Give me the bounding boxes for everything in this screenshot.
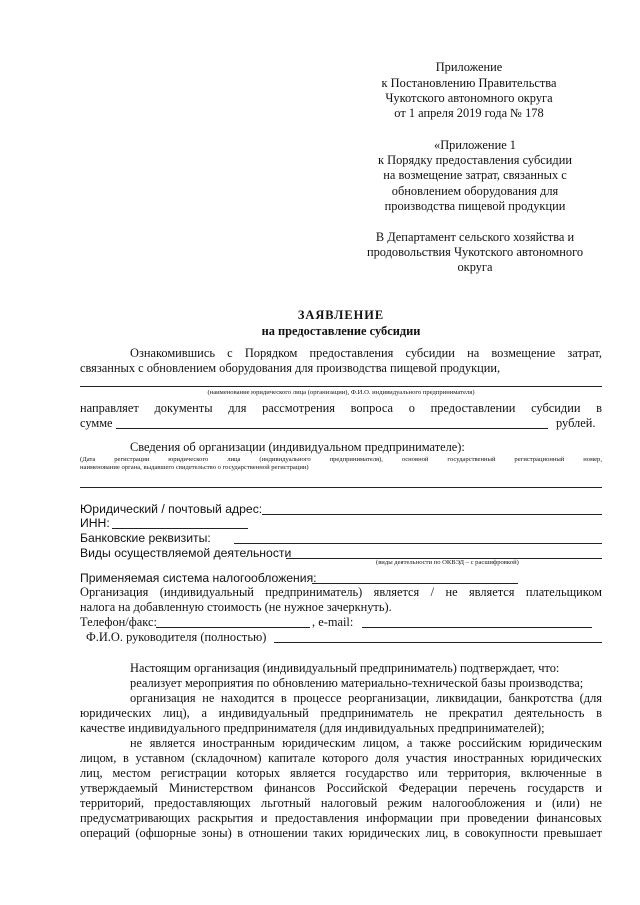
- head-label: Ф.И.О. руководителя (полностью): [86, 630, 267, 644]
- appendix1-line-2: к Порядку предоставления субсидии: [378, 153, 572, 167]
- sum-input-line[interactable]: [116, 428, 548, 429]
- registration-info-line[interactable]: [80, 487, 602, 488]
- tax-system-input-line[interactable]: [312, 583, 518, 584]
- confirm-line-1: Настоящим организация (индивидуальный предприниматель) подтверждает, что:: [130, 661, 560, 675]
- info-caption-2: наименование органа, выдавшего свидетельство о государственной регистрации): [80, 464, 309, 471]
- confirm-line-12: операций (офшорные зоны) в отношении таких юридических лиц, в совокупности превышает: [80, 826, 602, 840]
- addressee-line-1: В Департамент сельского хозяйства и: [375, 230, 575, 244]
- confirm-line-3: организация не находится в процессе реорганизации, ликвидации, банкротства (для: [130, 691, 602, 705]
- appendix-line-4: от 1 апреля 2019 года № 178: [394, 106, 544, 120]
- document-title: ЗАЯВЛЕНИЕ: [297, 308, 385, 322]
- confirm-line-11: предусматривающих раскрытия и предоставления информации при проведении финансовых: [80, 811, 602, 825]
- organization-name-line: [80, 386, 602, 387]
- info-caption-1: (Дата регистрации юридического лица (индивидуального предпринимателя), основной государственный регистрационный номер,: [80, 456, 602, 463]
- inn-label: ИНН:: [80, 516, 110, 530]
- bank-label: Банковские реквизиты:: [80, 531, 211, 545]
- phone-input-line[interactable]: [156, 627, 310, 628]
- confirm-line-6: не является иностранным юридическим лицом, а также российским юридическим: [130, 736, 602, 750]
- email-label: , e-mail:: [312, 615, 354, 629]
- confirm-line-8: лиц, местом регистрации которых является государство или территория, включенные в: [80, 766, 602, 780]
- vat-line-2: налога на добавленную стоимость (не нужное зачеркнуть).: [80, 600, 392, 614]
- head-input-line[interactable]: [274, 642, 602, 643]
- intro-line-1: Ознакомившись с Порядком предоставления субсидии на возмещение затрат,: [130, 346, 602, 360]
- email-input-line[interactable]: [362, 627, 592, 628]
- address-input-line[interactable]: [262, 514, 602, 515]
- confirm-line-9: утверждаемый Министерством финансов Российской Федерации перечень государств и: [80, 781, 602, 795]
- appendix-line-2: к Постановлению Правительства: [381, 76, 557, 90]
- bank-input-line[interactable]: [234, 543, 602, 544]
- appendix1-line-1: «Приложение 1: [434, 138, 516, 152]
- organization-name-caption: (наименование юридического лица (организации), Ф.И.О. индивидуального предпринимателя): [207, 389, 475, 396]
- intro-line-3: направляет документы для рассмотрения вопроса о предоставлении субсидии в: [80, 401, 602, 415]
- address-label: Юридический / почтовый адрес:: [80, 502, 263, 516]
- vat-line-1: Организация (индивидуальный предприниматель) является / не является плательщиком: [80, 585, 602, 599]
- confirm-line-7: лицом, в уставном (складочном) капитале которого доля участия иностранных юридических: [80, 751, 602, 765]
- appendix-line-3: Чукотского автономного округа: [385, 91, 553, 105]
- confirm-line-10: территорий, предоставляющих льготный налоговый режим налогообложения и (или) не: [80, 796, 602, 810]
- confirm-line-4: юридических лиц), а индивидуальный предприниматель не прекратил деятельность в: [80, 706, 602, 720]
- document-subtitle: на предоставление субсидии: [261, 324, 421, 338]
- addressee-line-3: округа: [457, 260, 493, 274]
- appendix1-line-3: на возмещение затрат, связанных с: [383, 168, 567, 182]
- appendix1-line-5: производства пищевой продукции: [384, 199, 566, 213]
- inn-input-line[interactable]: [112, 528, 248, 529]
- appendix1-line-4: обновлением оборудования для: [391, 184, 559, 198]
- sum-unit: рублей.: [556, 416, 596, 430]
- confirm-line-2: реализует мероприятия по обновлению материально-технической базы производства;: [130, 676, 584, 690]
- confirm-line-5: качестве индивидуального предпринимателя (для индивидуальных предпринимателей);: [80, 721, 545, 735]
- info-heading: Сведения об организации (индивидуальном предпринимателе):: [130, 440, 465, 454]
- sum-label: сумме: [80, 416, 113, 430]
- tax-system-label: Применяемая система налогообложения:: [80, 571, 317, 585]
- phone-label: Телефон/факс:: [80, 615, 157, 629]
- appendix-line-1: Приложение: [435, 60, 503, 74]
- activity-label: Виды осуществляемой деятельности: [80, 546, 292, 560]
- intro-line-2: связанных с обновлением оборудования для производства пищевой продукции,: [80, 361, 501, 375]
- addressee-line-2: продовольствия Чукотского автономного: [366, 245, 584, 259]
- activity-caption: (виды деятельности по ОКВЭД – с расшифровкой): [376, 559, 519, 566]
